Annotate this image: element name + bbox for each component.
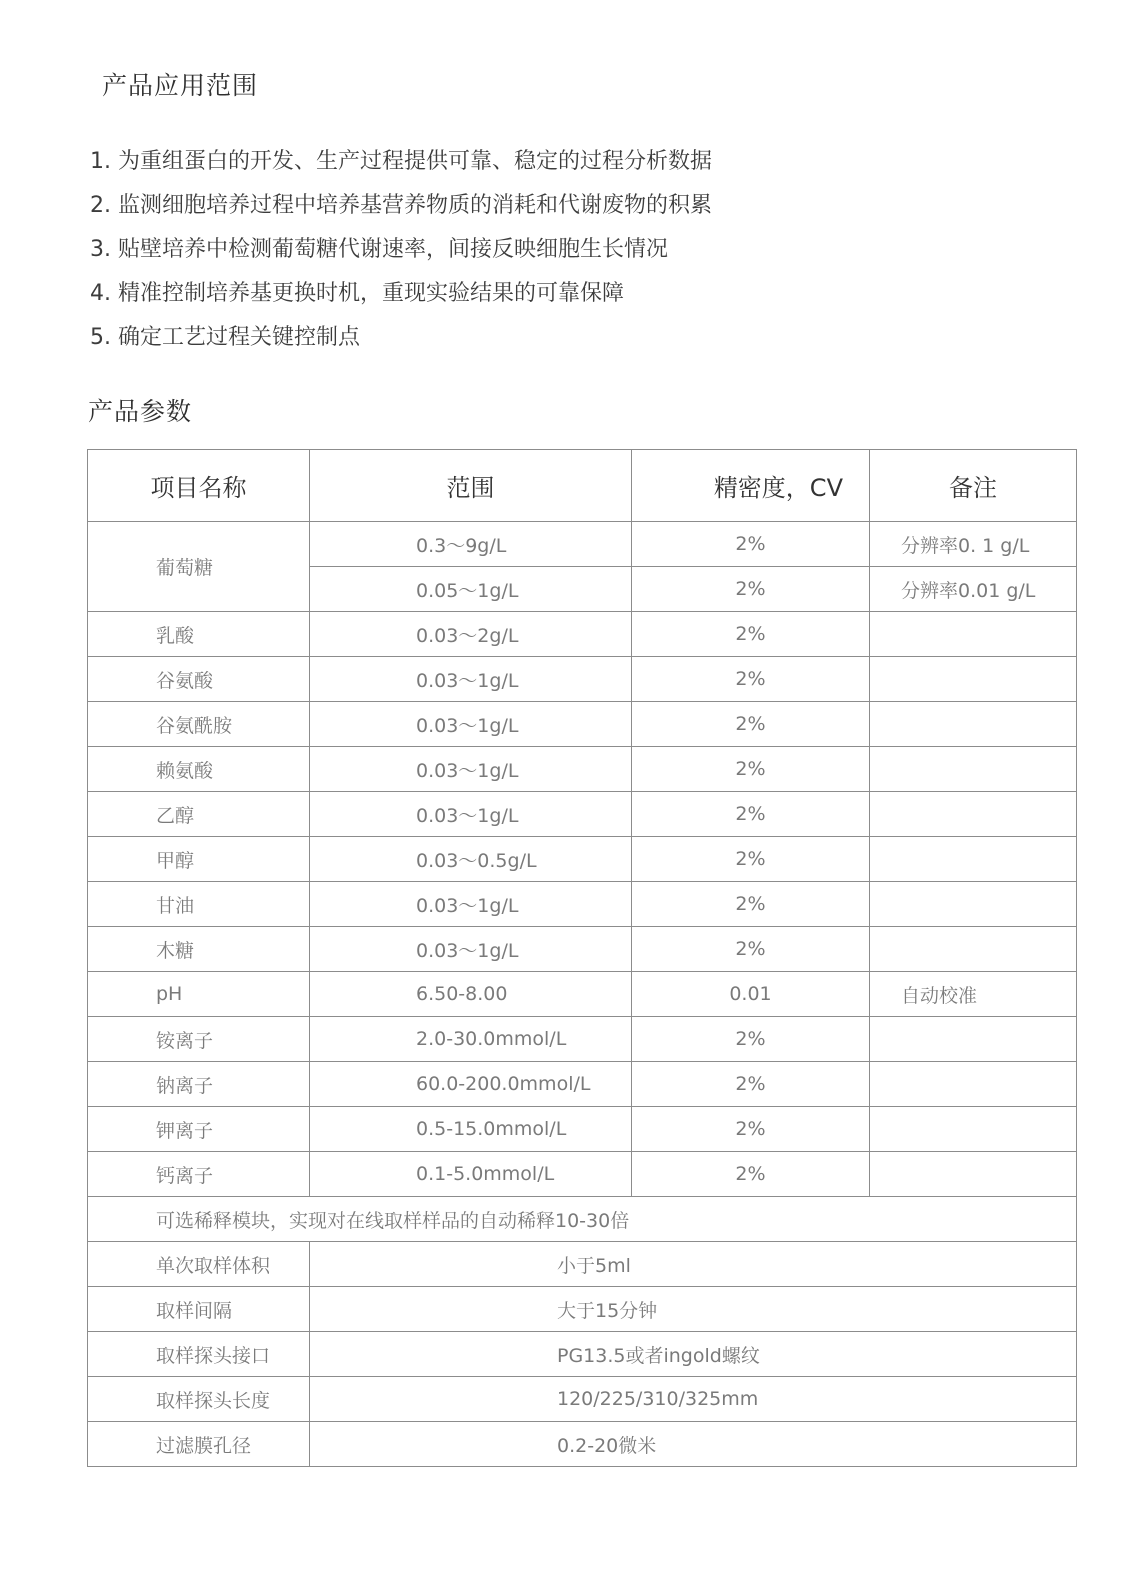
- table-row: [88, 1332, 1077, 1377]
- row-name: 钾离子: [88, 1107, 310, 1152]
- row-name: 甘油: [88, 882, 310, 927]
- spec-value: PG13.5或者ingold螺纹: [310, 1332, 1077, 1377]
- table-row: [88, 1017, 1077, 1062]
- row-name: 甲醇: [88, 837, 310, 882]
- table-row: [88, 657, 1077, 702]
- row-note: [870, 1107, 1077, 1152]
- row-note: 分辨率0. 1 g/L: [870, 522, 1077, 567]
- row-name: 赖氨酸: [88, 747, 310, 792]
- row-range: 60.0-200.0mmol/L: [310, 1062, 632, 1107]
- row-range: 0.3～9g/L: [310, 522, 632, 567]
- row-name: 谷氨酰胺: [88, 702, 310, 747]
- row-name: 谷氨酸: [88, 657, 310, 702]
- table-header-row: [88, 450, 1077, 522]
- row-note: [870, 702, 1077, 747]
- table-row: [88, 1152, 1077, 1197]
- spec-name: 单次取样体积: [88, 1242, 310, 1287]
- table-row: [88, 1377, 1077, 1422]
- parameters-title: 产品参数: [88, 397, 193, 426]
- row-range: 6.50-8.00: [310, 972, 632, 1017]
- application-list: [90, 140, 712, 360]
- row-range: 2.0-30.0mmol/L: [310, 1017, 632, 1062]
- row-cv: 2%: [632, 1107, 870, 1152]
- row-note: 自动校准: [870, 972, 1077, 1017]
- row-note: [870, 1062, 1077, 1107]
- row-cv: 2%: [632, 567, 870, 612]
- row-name: 葡萄糖: [88, 522, 310, 612]
- table-row: [88, 702, 1077, 747]
- table-row: [88, 837, 1077, 882]
- table-row: [88, 1197, 1077, 1242]
- row-cv: 0.01: [632, 972, 870, 1017]
- parameters-table-body: [88, 522, 1077, 1467]
- row-note: [870, 657, 1077, 702]
- spec-value: 0.2-20微米: [310, 1422, 1077, 1467]
- row-range: 0.03～1g/L: [310, 927, 632, 972]
- list-item: 1. 为重组蛋白的开发、生产过程提供可靠、稳定的过程分析数据: [90, 149, 712, 174]
- list-item: 2. 监测细胞培养过程中培养基营养物质的消耗和代谢废物的积累: [90, 193, 712, 218]
- table-row: [88, 612, 1077, 657]
- row-cv: 2%: [632, 612, 870, 657]
- row-cv: 2%: [632, 1017, 870, 1062]
- row-range: 0.03～1g/L: [310, 702, 632, 747]
- row-note: [870, 1152, 1077, 1197]
- spec-value: 大于15分钟: [310, 1287, 1077, 1332]
- row-cv: 2%: [632, 882, 870, 927]
- spec-name: 取样间隔: [88, 1287, 310, 1332]
- row-name: 钠离子: [88, 1062, 310, 1107]
- row-note: [870, 927, 1077, 972]
- row-cv: 2%: [632, 747, 870, 792]
- table-row: [88, 1107, 1077, 1152]
- row-name: 木糖: [88, 927, 310, 972]
- list-item: 5. 确定工艺过程关键控制点: [90, 325, 360, 350]
- row-note: [870, 1017, 1077, 1062]
- table-row: [88, 1062, 1077, 1107]
- dilution-note: 可选稀释模块，实现对在线取样样品的自动稀释10-30倍: [88, 1197, 1077, 1242]
- header-remark: 备注: [870, 450, 1077, 522]
- row-cv: 2%: [632, 702, 870, 747]
- row-name: 乳酸: [88, 612, 310, 657]
- row-range: 0.03～1g/L: [310, 747, 632, 792]
- table-row: [88, 1287, 1077, 1332]
- table-row: [88, 1422, 1077, 1467]
- table-row: [88, 927, 1077, 972]
- row-range: 0.03～1g/L: [310, 792, 632, 837]
- spec-name: 取样探头长度: [88, 1377, 310, 1422]
- row-name: pH: [88, 972, 310, 1017]
- row-range: 0.5-15.0mmol/L: [310, 1107, 632, 1152]
- header-range: 范围: [310, 450, 632, 522]
- row-note: [870, 612, 1077, 657]
- row-note: [870, 747, 1077, 792]
- table-row: [88, 882, 1077, 927]
- spec-value: 小于5ml: [310, 1242, 1077, 1287]
- row-cv: 2%: [632, 927, 870, 972]
- spec-name: 取样探头接口: [88, 1332, 310, 1377]
- list-item: 4. 精准控制培养基更换时机，重现实验结果的可靠保障: [90, 281, 624, 306]
- row-cv: 2%: [632, 1062, 870, 1107]
- spec-name: 过滤膜孔径: [88, 1422, 310, 1467]
- row-range: 0.1-5.0mmol/L: [310, 1152, 632, 1197]
- row-cv: 2%: [632, 792, 870, 837]
- spec-value: 120/225/310/325mm: [310, 1377, 1077, 1422]
- row-note: [870, 837, 1077, 882]
- row-note: [870, 792, 1077, 837]
- row-name: 钙离子: [88, 1152, 310, 1197]
- table-row: [88, 747, 1077, 792]
- table-row: [88, 1242, 1077, 1287]
- parameters-table: [87, 449, 1077, 1467]
- application-scope-title: 产品应用范围: [102, 71, 259, 100]
- row-cv: 2%: [632, 1152, 870, 1197]
- row-range: 0.03～1g/L: [310, 882, 632, 927]
- row-range: 0.03～1g/L: [310, 657, 632, 702]
- table-row: [88, 972, 1077, 1017]
- row-cv: 2%: [632, 837, 870, 882]
- list-item: 3. 贴壁培养中检测葡萄糖代谢速率，间接反映细胞生长情况: [90, 237, 668, 262]
- row-name: 乙醇: [88, 792, 310, 837]
- table-row: [88, 522, 1077, 567]
- row-name: 铵离子: [88, 1017, 310, 1062]
- header-item-name: 项目名称: [88, 450, 310, 522]
- row-cv: 2%: [632, 657, 870, 702]
- table-row: [88, 792, 1077, 837]
- row-range: 0.05～1g/L: [310, 567, 632, 612]
- row-cv: 2%: [632, 522, 870, 567]
- header-precision: 精密度，CV: [632, 450, 870, 522]
- row-note: 分辨率0.01 g/L: [870, 567, 1077, 612]
- row-range: 0.03～2g/L: [310, 612, 632, 657]
- row-note: [870, 882, 1077, 927]
- row-range: 0.03～0.5g/L: [310, 837, 632, 882]
